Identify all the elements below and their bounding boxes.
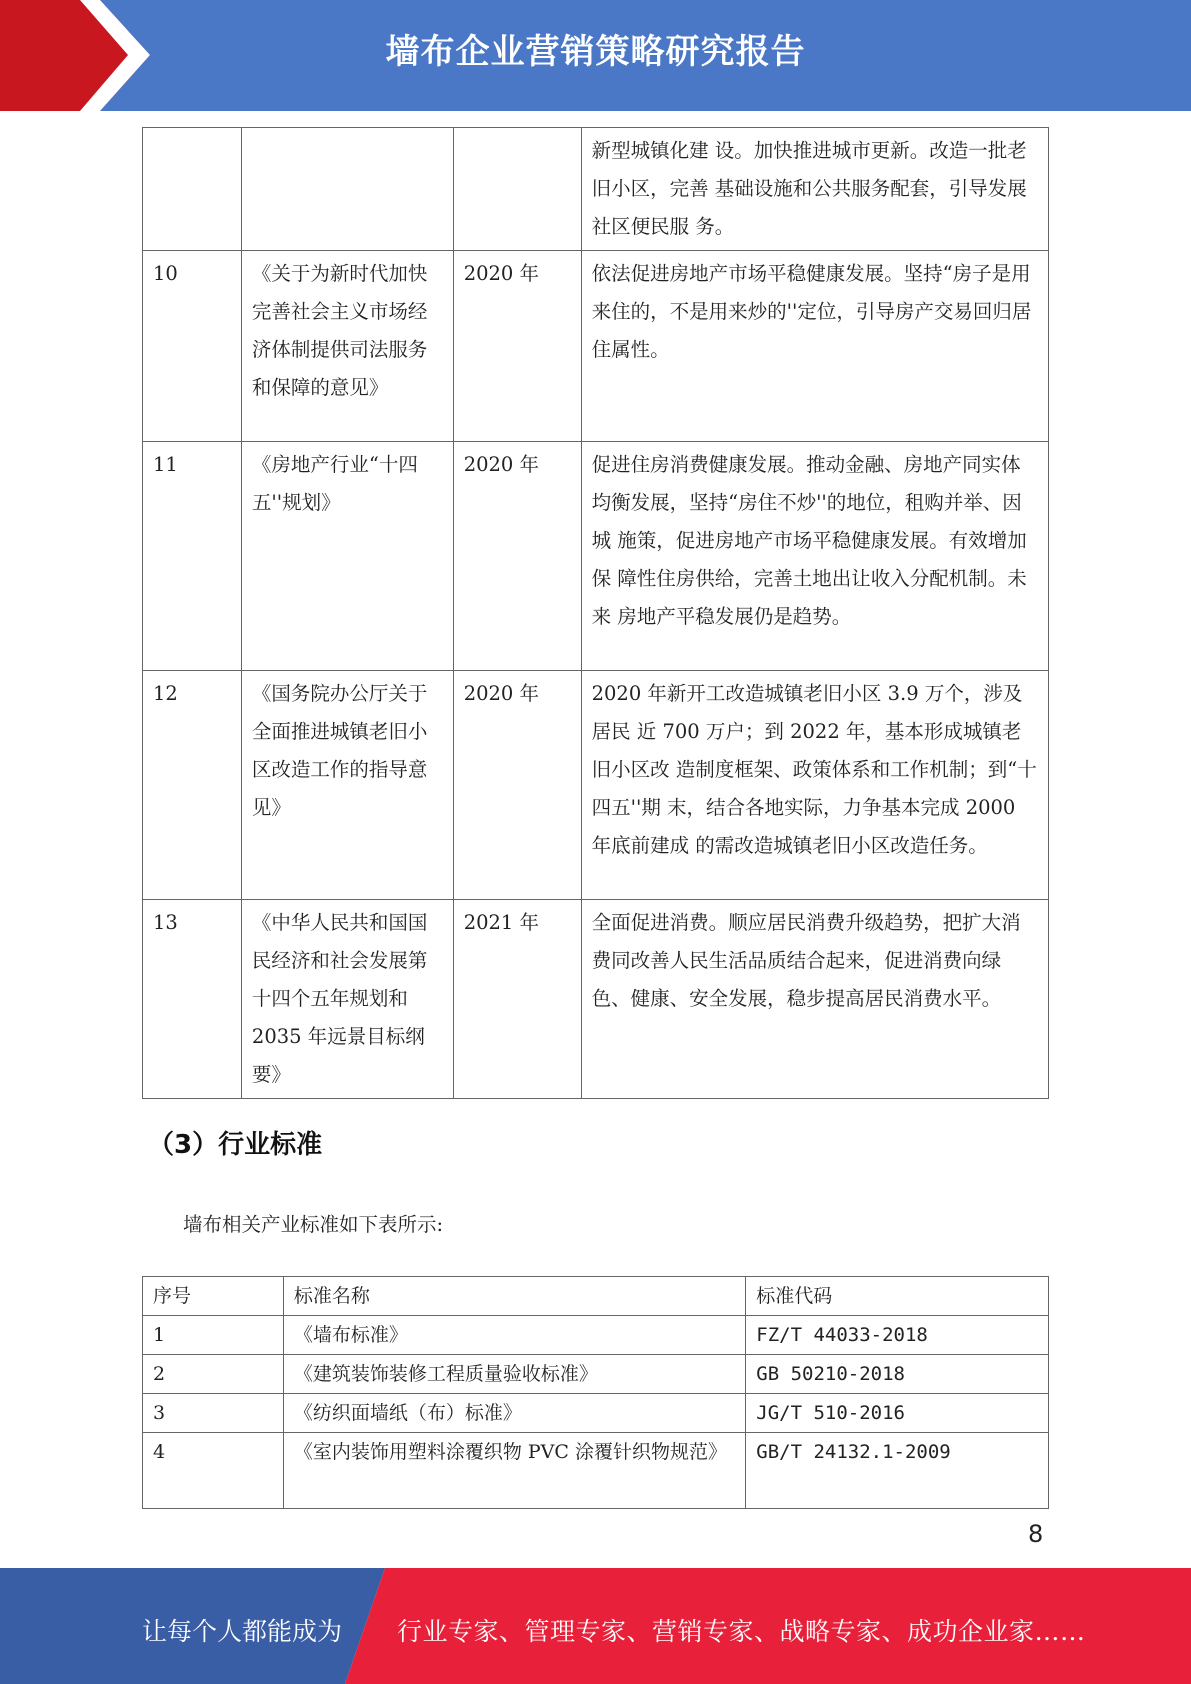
table-row: [143, 442, 1049, 671]
policy-year: 2020 年: [453, 442, 581, 671]
table-row: [143, 671, 1049, 900]
column-header: 标准名称: [283, 1277, 745, 1316]
standard-number: 3: [143, 1394, 284, 1433]
page-number: 8: [1028, 1520, 1044, 1548]
section-intro: 墙布相关产业标准如下表所示:: [183, 1213, 444, 1236]
table-header-row: [143, 1277, 1049, 1316]
policy-content: 2020 年新开工改造城镇老旧小区 3.9 万个，涉及居民 近 700 万户；到 2022 年，基本形成城镇老旧小区改 造制度框架、政策体系和工作机制；到“十四五''期 末，结合各地实际，力争基本完成 2000 年底前建成 的需改造城镇老旧小区改造任务。: [581, 671, 1048, 900]
policy-year: 2021 年: [453, 900, 581, 1099]
standard-name: 《墙布标准》: [283, 1316, 745, 1355]
table-row: [143, 1394, 1049, 1433]
row-number: 10: [143, 251, 242, 442]
footer-slogan-right: 行业专家、管理专家、营销专家、战略专家、成功企业家……: [397, 1617, 1086, 1646]
policy-name: 《中华人民共和国国民经济和社会发展第十四个五年规划和 2035 年远景目标纲要》: [241, 900, 453, 1099]
standard-name: 《建筑装饰装修工程质量验收标准》: [283, 1355, 745, 1394]
standard-number: 4: [143, 1433, 284, 1509]
standard-code: GB/T 24132.1-2009: [746, 1433, 1049, 1509]
row-number: 12: [143, 671, 242, 900]
row-number: 11: [143, 442, 242, 671]
column-header: 标准代码: [746, 1277, 1049, 1316]
row-number: 13: [143, 900, 242, 1099]
standards-table: [142, 1276, 1049, 1509]
section-heading: （3）行业标准: [148, 1130, 323, 1160]
policy-year: 2020 年: [453, 671, 581, 900]
report-title: 墙布企业营销策略研究报告: [385, 32, 806, 72]
footer-slogan-left: 让每个人都能成为: [142, 1617, 343, 1646]
column-header: 序号: [143, 1277, 284, 1316]
table-row: [143, 128, 1049, 251]
standard-code: FZ/T 44033-2018: [746, 1316, 1049, 1355]
policy-content: 新型城镇化建 设。加快推进城市更新。改造一批老旧小区，完善 基础设施和公共服务配套，引导发展社区便民服 务。: [581, 128, 1048, 251]
policy-name: 《关于为新时代加快完善社会主义市场经济体制提供司法服务和保障的意见》: [241, 251, 453, 442]
standard-name: 《纺织面墙纸（布）标准》: [283, 1394, 745, 1433]
policy-name: 《国务院办公厅关于全面推进城镇老旧小区改造工作的指导意见》: [241, 671, 453, 900]
table-row: [143, 1355, 1049, 1394]
table-row: [143, 251, 1049, 442]
row-number: [143, 128, 242, 251]
policy-year: 2020 年: [453, 251, 581, 442]
header-banner: [0, 0, 1191, 111]
policy-name: [241, 128, 453, 251]
policy-content: 依法促进房地产市场平稳健康发展。坚持“房子是用 来住的，不是用来炒的''定位，引导房产交易回归居 住属性。: [581, 251, 1048, 442]
table-row: [143, 1316, 1049, 1355]
policy-year: [453, 128, 581, 251]
policy-table: [142, 127, 1049, 1099]
table-row: [143, 900, 1049, 1099]
standard-number: 1: [143, 1316, 284, 1355]
standard-code: JG/T 510-2016: [746, 1394, 1049, 1433]
policy-name: 《房地产行业“十四五''规划》: [241, 442, 453, 671]
policy-content: 促进住房消费健康发展。推动金融、房地产同实体 均衡发展，坚持“房住不炒''的地位，租购并举、因城 施策，促进房地产市场平稳健康发展。有效增加保 障性住房供给，完善土地出让收入分配机制。未来 房地产平稳发展仍是趋势。: [581, 442, 1048, 671]
standard-name: 《室内装饰用塑料涂覆织物 PVC 涂覆针织物规范》: [283, 1433, 745, 1509]
table-row: [143, 1433, 1049, 1509]
policy-content: 全面促进消费。顺应居民消费升级趋势，把扩大消 费同改善人民生活品质结合起来，促进消费向绿 色、健康、安全发展，稳步提高居民消费水平。: [581, 900, 1048, 1099]
standard-code: GB 50210-2018: [746, 1355, 1049, 1394]
standard-number: 2: [143, 1355, 284, 1394]
